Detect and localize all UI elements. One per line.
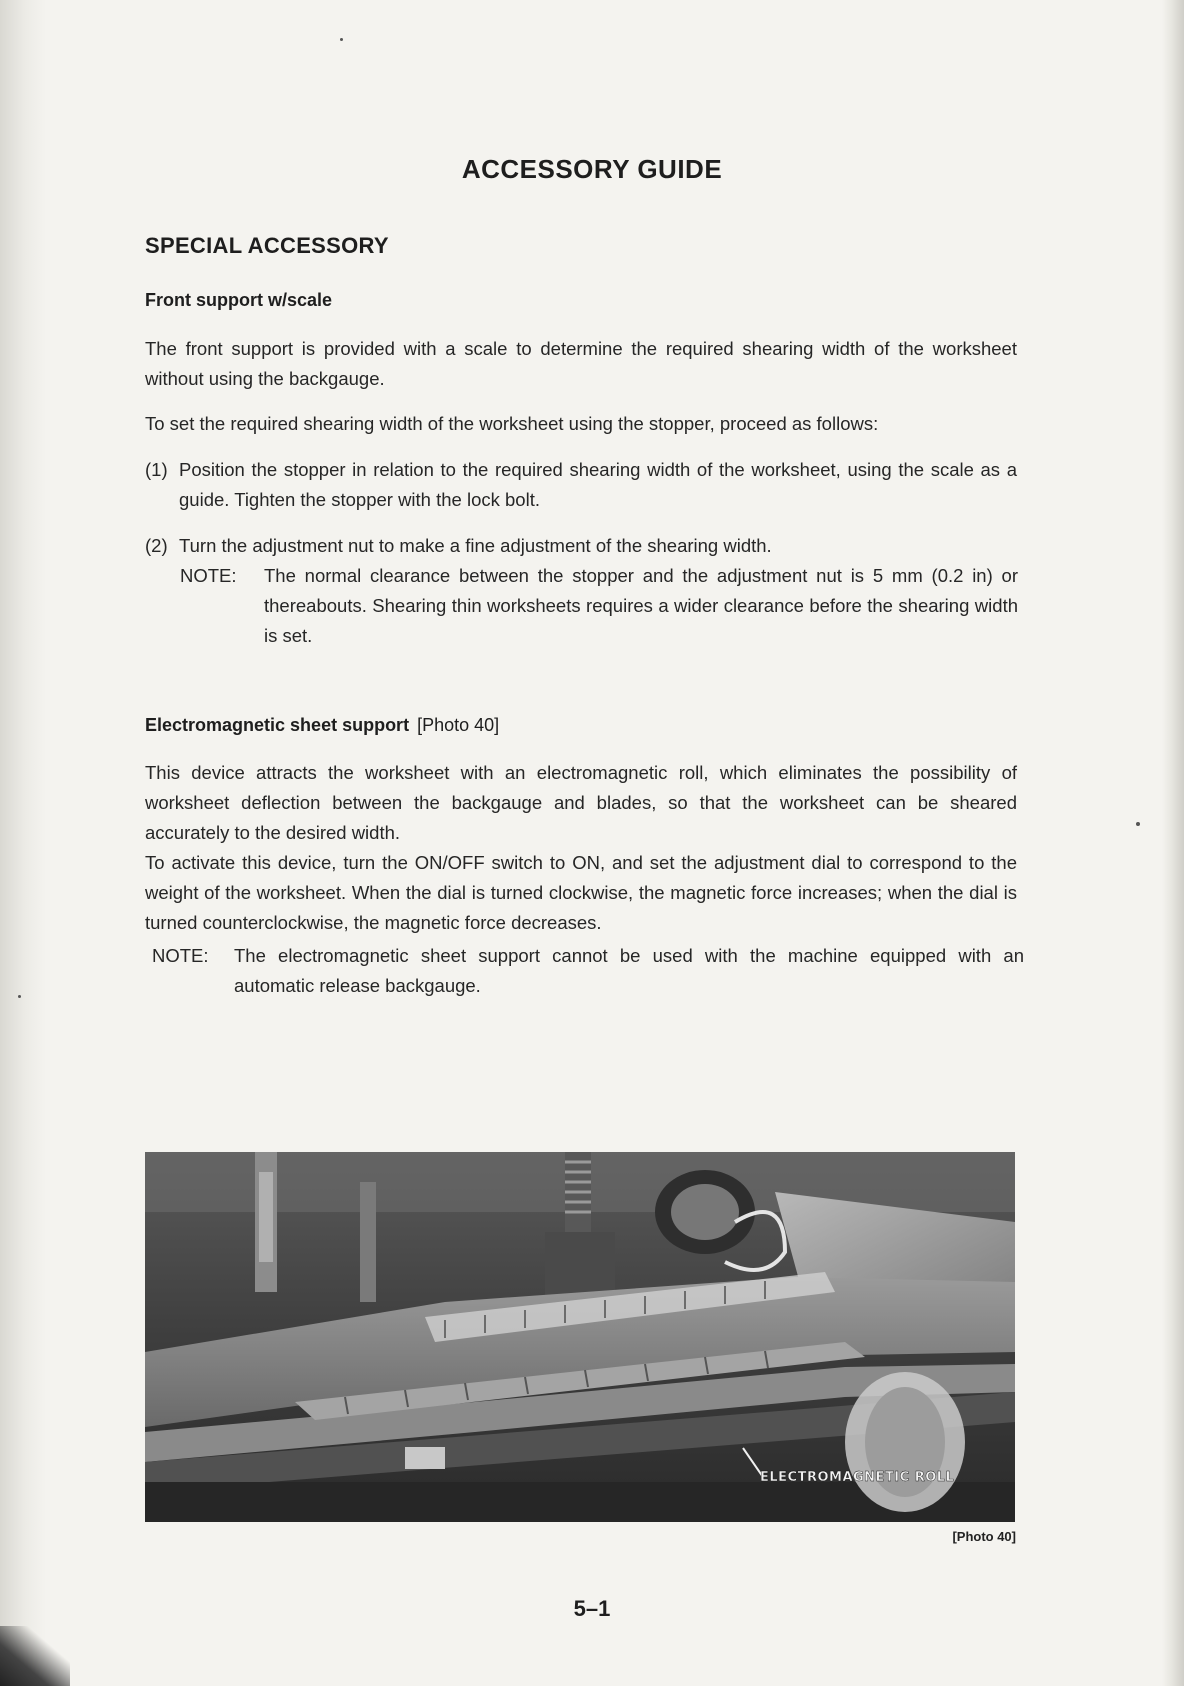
step-number: (2) bbox=[145, 535, 168, 556]
electromagnetic-heading bbox=[145, 715, 499, 736]
front-support-heading: Front support w/scale bbox=[145, 290, 333, 310]
electromagnetic-note bbox=[152, 941, 1024, 1001]
step-number: (1) bbox=[145, 459, 168, 480]
electromagnetic-operation: To activate this device, turn the ON/OFF switch to ON, and set the adjustment dial to correspond to the weight of the worksheet. When the dial is turned clockwise, the magnetic force increases; when the dial is turned counterclockwise, the magnetic force decreases. bbox=[145, 852, 1017, 933]
front-support-intro: The front support is provided with a scale to determine the required shearing width of the worksheet without using the backgauge. bbox=[145, 338, 1017, 389]
electromagnetic-heading-text: Electromagnetic sheet support bbox=[145, 715, 410, 735]
page-shadow-right bbox=[1162, 0, 1184, 1686]
note-label: NOTE: bbox=[180, 565, 237, 586]
note-label: NOTE: bbox=[152, 945, 209, 966]
photo-reference: [Photo 40] bbox=[417, 715, 500, 735]
step-text: Turn the adjustment nut to make a fine adjustment of the shearing width. bbox=[179, 535, 772, 556]
step-text: Position the stopper in relation to the required shearing width of the worksheet, using the scale as a guide. Tighten the stopper with the lock bolt. bbox=[179, 459, 1017, 510]
note-text: The electromagnetic sheet support cannot be used with the machine equipped with an automatic release backgauge. bbox=[234, 945, 1024, 996]
front-support-note bbox=[180, 561, 1018, 651]
page-shadow-left bbox=[0, 0, 46, 1686]
front-support-procedure-intro: To set the required shearing width of the worksheet using the stopper, proceed as follows: bbox=[145, 413, 879, 434]
machine-photo bbox=[145, 1152, 1015, 1522]
note-text: The normal clearance between the stopper and the adjustment nut is 5 mm (0.2 in) or thereabouts. Shearing thin worksheets requires a wider clearance before the shearing width is set. bbox=[264, 565, 1018, 646]
scan-speck bbox=[340, 38, 343, 41]
page-title: ACCESSORY GUIDE bbox=[461, 154, 723, 184]
scan-corner-shadow bbox=[0, 1626, 70, 1686]
procedure-step bbox=[145, 531, 1017, 561]
scan-speck bbox=[1136, 822, 1140, 826]
electromagnetic-description: This device attracts the worksheet with an electromagnetic roll, which eliminates the possibility of worksheet deflection between the backgauge and blades, so that the worksheet can be sheared accurately to the desired width. bbox=[145, 762, 1017, 843]
electromagnetic-roll-label: ELECTROMAGNETIC ROLL bbox=[760, 1470, 955, 1485]
procedure-step bbox=[145, 455, 1017, 515]
page-number: 5–1 bbox=[573, 1596, 611, 1621]
photo-caption: [Photo 40] bbox=[952, 1529, 1016, 1544]
section-heading: SPECIAL ACCESSORY bbox=[145, 233, 389, 258]
machine-photo-illustration bbox=[145, 1152, 1015, 1522]
scan-speck bbox=[18, 995, 21, 998]
